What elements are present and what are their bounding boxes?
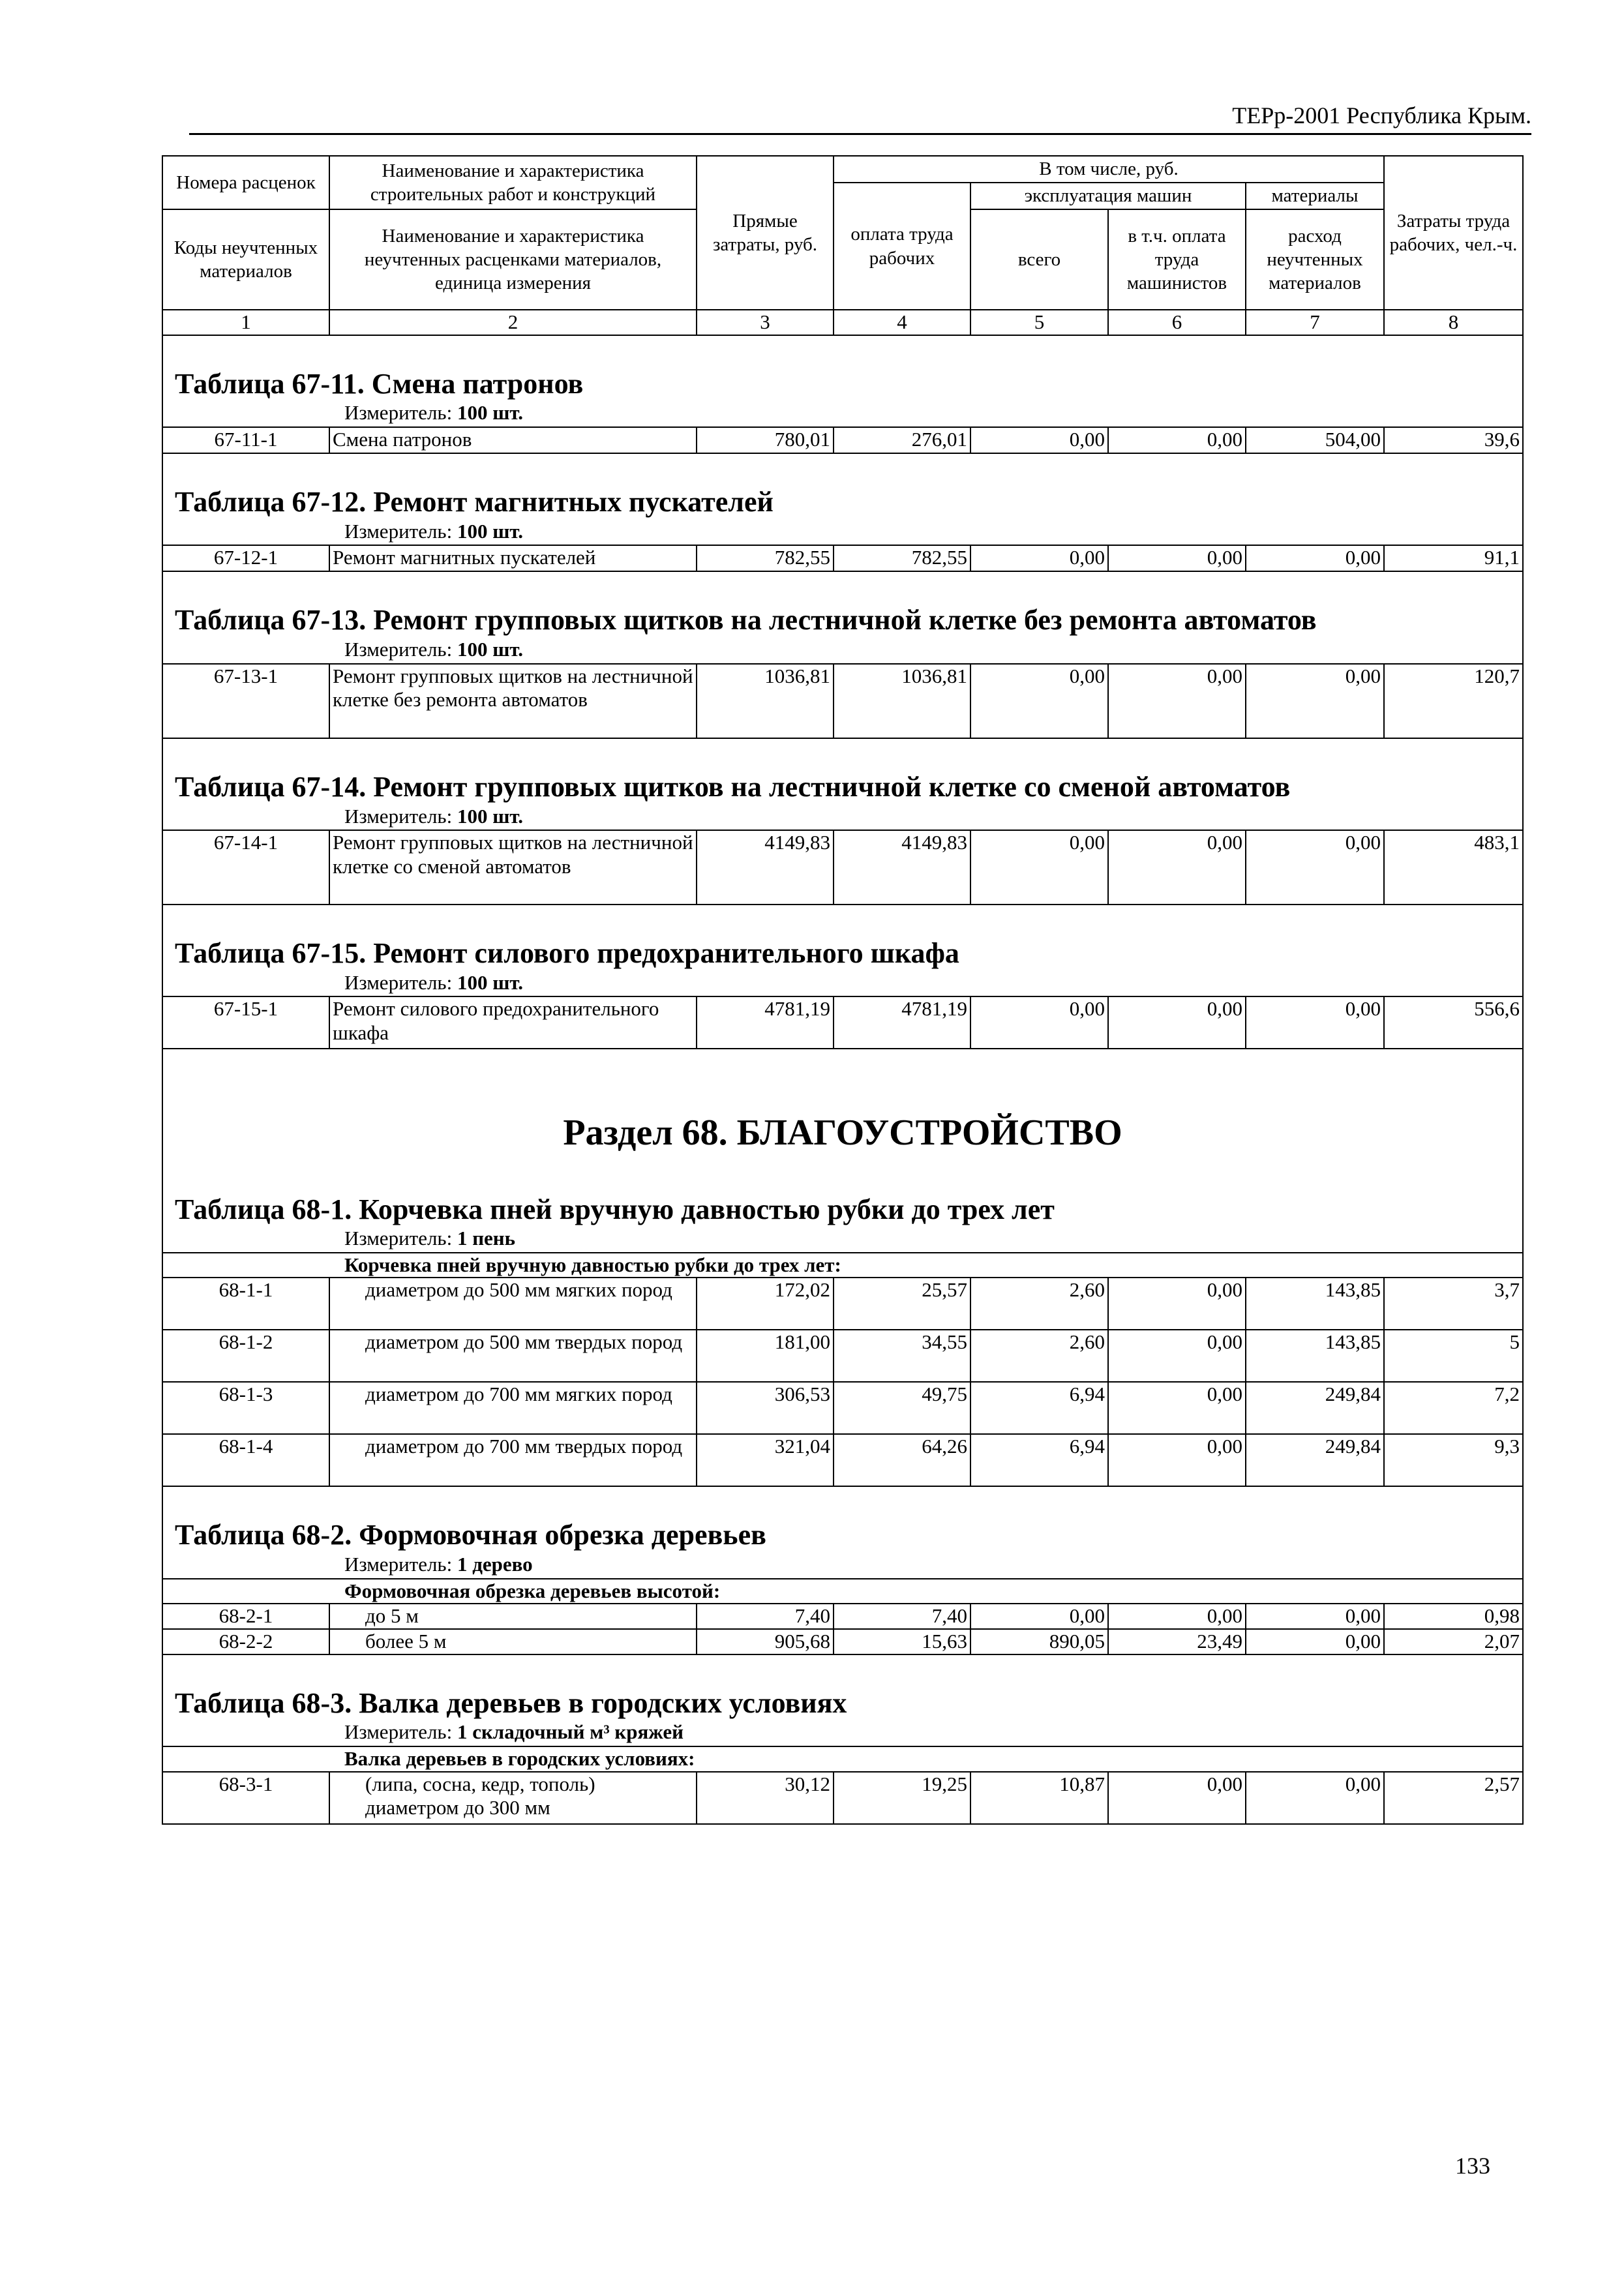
materials: 0,00 — [1246, 1604, 1384, 1629]
header-col2-bottom: Наименование и характеристика неучтенных расценками материалов, единица измерения — [329, 209, 697, 310]
machines-total: 890,05 — [970, 1629, 1108, 1654]
labor-hours: 483,1 — [1384, 830, 1523, 905]
materials: 0,00 — [1246, 996, 1384, 1049]
rate-name: Ремонт групповых щитков на лестничной клетке без ремонта автоматов — [329, 664, 697, 738]
rate-name: диаметром до 500 мм твердых пород — [329, 1330, 697, 1382]
table-row — [162, 545, 1523, 571]
table-row — [162, 1772, 1523, 1824]
machinists-pay: 0,00 — [1108, 664, 1246, 738]
labor-hours: 3,7 — [1384, 1278, 1523, 1330]
page-number: 133 — [1455, 2153, 1490, 2179]
machines-total: 2,60 — [970, 1278, 1108, 1330]
materials: 143,85 — [1246, 1278, 1384, 1330]
table-title: Таблица 68-1. Корчевка пней вручную давностью рубки до трех лет — [162, 1161, 1523, 1227]
header-col8: Затраты труда рабочих, чел.-ч. — [1384, 156, 1523, 310]
rate-name: Ремонт магнитных пускателей — [329, 545, 697, 571]
machines-total: 0,00 — [970, 545, 1108, 571]
machines-total: 6,94 — [970, 1382, 1108, 1434]
rate-code: 67-14-1 — [162, 830, 329, 905]
table-title: Таблица 68-2. Формовочная обрезка деревьев — [162, 1486, 1523, 1553]
direct-costs: 30,12 — [697, 1772, 834, 1824]
labor-pay: 64,26 — [834, 1434, 970, 1486]
meter: Измеритель: 100 шт. — [162, 638, 1523, 664]
rate-code: 68-1-1 — [162, 1278, 329, 1330]
rate-code: 67-12-1 — [162, 545, 329, 571]
rate-name: Ремонт силового предохранительного шкафа — [329, 996, 697, 1049]
machines-total: 6,94 — [970, 1434, 1108, 1486]
direct-costs: 905,68 — [697, 1629, 834, 1654]
group-heading: Корчевка пней вручную давностью рубки до трех лет: — [162, 1253, 1523, 1278]
labor-hours: 0,98 — [1384, 1604, 1523, 1629]
rate-code: 67-13-1 — [162, 664, 329, 738]
machines-total: 0,00 — [970, 996, 1108, 1049]
meter: Измеритель: 100 шт. — [162, 805, 1523, 831]
machines-total: 0,00 — [970, 427, 1108, 453]
column-number: 7 — [1246, 310, 1384, 335]
rate-name: диаметром до 500 мм мягких пород — [329, 1278, 697, 1330]
machinists-pay: 0,00 — [1108, 1278, 1246, 1330]
table-row — [162, 1382, 1523, 1434]
table-header — [162, 156, 1523, 310]
table-row — [162, 1604, 1523, 1629]
rate-code: 68-1-3 — [162, 1382, 329, 1434]
labor-hours: 2,07 — [1384, 1629, 1523, 1654]
rate-code: 68-2-1 — [162, 1604, 329, 1629]
table-row — [162, 830, 1523, 905]
direct-costs: 4781,19 — [697, 996, 834, 1049]
table-title: Таблица 67-14. Ремонт групповых щитков на лестничной клетке со сменой автоматов — [162, 738, 1523, 805]
direct-costs: 782,55 — [697, 545, 834, 571]
meter: Измеритель: 100 шт. — [162, 971, 1523, 997]
rates-table — [162, 155, 1524, 1825]
rate-name: Смена патронов — [329, 427, 697, 453]
rate-code: 67-15-1 — [162, 996, 329, 1049]
meter: Измеритель: 1 пень — [162, 1227, 1523, 1253]
rate-code: 68-3-1 — [162, 1772, 329, 1824]
group-heading: Валка деревьев в городских условиях: — [162, 1746, 1523, 1772]
table-title: Таблица 67-15. Ремонт силового предохранительного шкафа — [162, 905, 1523, 971]
materials: 0,00 — [1246, 545, 1384, 571]
labor-hours: 7,2 — [1384, 1382, 1523, 1434]
machinists-pay: 0,00 — [1108, 1330, 1246, 1382]
section-title: Раздел 68. БЛАГОУСТРОЙСТВО — [162, 1049, 1523, 1161]
table-title: Таблица 68-3. Валка деревьев в городских условиях — [162, 1654, 1523, 1721]
labor-pay: 15,63 — [834, 1629, 970, 1654]
labor-hours: 556,6 — [1384, 996, 1523, 1049]
table-row — [162, 996, 1523, 1049]
machines-total: 0,00 — [970, 664, 1108, 738]
column-number: 2 — [329, 310, 697, 335]
header-col5: всего — [970, 209, 1108, 310]
meter: Измеритель: 1 дерево — [162, 1553, 1523, 1579]
labor-pay: 34,55 — [834, 1330, 970, 1382]
column-number-row — [162, 310, 1523, 335]
group-heading: Формовочная обрезка деревьев высотой: — [162, 1579, 1523, 1604]
machines-total: 0,00 — [970, 830, 1108, 905]
direct-costs: 4149,83 — [697, 830, 834, 905]
table-row — [162, 1434, 1523, 1486]
running-head: ТЕРр-2001 Республика Крым. — [189, 98, 1531, 135]
machinists-pay: 0,00 — [1108, 427, 1246, 453]
rate-name: более 5 м — [329, 1629, 697, 1654]
direct-costs: 780,01 — [697, 427, 834, 453]
meter: Измеритель: 100 шт. — [162, 401, 1523, 427]
machinists-pay: 0,00 — [1108, 996, 1246, 1049]
labor-pay: 4149,83 — [834, 830, 970, 905]
materials: 0,00 — [1246, 1772, 1384, 1824]
table-row — [162, 1278, 1523, 1330]
column-number: 5 — [970, 310, 1108, 335]
labor-pay: 19,25 — [834, 1772, 970, 1824]
rate-name: диаметром до 700 мм твердых пород — [329, 1434, 697, 1486]
header-col3: Прямые затраты, руб. — [697, 156, 834, 310]
machinists-pay: 0,00 — [1108, 1434, 1246, 1486]
machinists-pay: 0,00 — [1108, 1604, 1246, 1629]
header-col1-top: Номера расценок — [162, 156, 329, 209]
table-title: Таблица 67-12. Ремонт магнитных пускателей — [162, 453, 1523, 520]
labor-pay: 276,01 — [834, 427, 970, 453]
labor-pay: 4781,19 — [834, 996, 970, 1049]
table-title: Таблица 67-13. Ремонт групповых щитков на лестничной клетке без ремонта автоматов — [162, 571, 1523, 638]
column-number: 6 — [1108, 310, 1246, 335]
header-col2-top: Наименование и характеристика строительных работ и конструкций — [329, 156, 697, 209]
rate-name: (липа, сосна, кедр, тополь) диаметром до 300 мм — [329, 1772, 697, 1824]
rate-name: диаметром до 700 мм мягких пород — [329, 1382, 697, 1434]
direct-costs: 306,53 — [697, 1382, 834, 1434]
machinists-pay: 0,00 — [1108, 830, 1246, 905]
labor-pay: 25,57 — [834, 1278, 970, 1330]
machinists-pay: 0,00 — [1108, 1772, 1246, 1824]
materials: 0,00 — [1246, 1629, 1384, 1654]
materials: 0,00 — [1246, 664, 1384, 738]
labor-pay: 7,40 — [834, 1604, 970, 1629]
rate-code: 68-1-4 — [162, 1434, 329, 1486]
labor-pay: 782,55 — [834, 545, 970, 571]
header-materials: материалы — [1246, 183, 1384, 209]
rate-code: 68-1-2 — [162, 1330, 329, 1382]
materials: 143,85 — [1246, 1330, 1384, 1382]
labor-hours: 5 — [1384, 1330, 1523, 1382]
materials: 249,84 — [1246, 1434, 1384, 1486]
table-row — [162, 1629, 1523, 1654]
rate-code: 67-11-1 — [162, 427, 329, 453]
column-number: 8 — [1384, 310, 1523, 335]
rate-code: 68-2-2 — [162, 1629, 329, 1654]
direct-costs: 172,02 — [697, 1278, 834, 1330]
machines-total: 0,00 — [970, 1604, 1108, 1629]
table-row — [162, 427, 1523, 453]
header-incl: В том числе, руб. — [834, 156, 1384, 183]
materials: 504,00 — [1246, 427, 1384, 453]
machines-total: 2,60 — [970, 1330, 1108, 1382]
labor-hours: 9,3 — [1384, 1434, 1523, 1486]
header-col1-bottom: Коды неучтенных материалов — [162, 209, 329, 310]
meter: Измеритель: 1 складочный м³ кряжей — [162, 1720, 1523, 1746]
direct-costs: 1036,81 — [697, 664, 834, 738]
meter: Измеритель: 100 шт. — [162, 520, 1523, 546]
header-col7: расход неучтенных материалов — [1246, 209, 1384, 310]
labor-pay: 1036,81 — [834, 664, 970, 738]
machines-total: 10,87 — [970, 1772, 1108, 1824]
header-col4: оплата труда рабочих — [834, 183, 970, 310]
table-row — [162, 1330, 1523, 1382]
labor-hours: 2,57 — [1384, 1772, 1523, 1824]
column-number: 1 — [162, 310, 329, 335]
labor-hours: 91,1 — [1384, 545, 1523, 571]
labor-hours: 120,7 — [1384, 664, 1523, 738]
header-col6: в т.ч. оплата труда машинистов — [1108, 209, 1246, 310]
direct-costs: 321,04 — [697, 1434, 834, 1486]
machinists-pay: 23,49 — [1108, 1629, 1246, 1654]
header-machines: эксплуатация машин — [970, 183, 1246, 209]
direct-costs: 7,40 — [697, 1604, 834, 1629]
column-number: 3 — [697, 310, 834, 335]
labor-pay: 49,75 — [834, 1382, 970, 1434]
machinists-pay: 0,00 — [1108, 1382, 1246, 1434]
rate-name: до 5 м — [329, 1604, 697, 1629]
materials: 249,84 — [1246, 1382, 1384, 1434]
materials: 0,00 — [1246, 830, 1384, 905]
table-title: Таблица 67-11. Смена патронов — [162, 335, 1523, 402]
labor-hours: 39,6 — [1384, 427, 1523, 453]
table-row — [162, 664, 1523, 738]
rate-name: Ремонт групповых щитков на лестничной клетке со сменой автоматов — [329, 830, 697, 905]
column-number: 4 — [834, 310, 970, 335]
machinists-pay: 0,00 — [1108, 545, 1246, 571]
direct-costs: 181,00 — [697, 1330, 834, 1382]
